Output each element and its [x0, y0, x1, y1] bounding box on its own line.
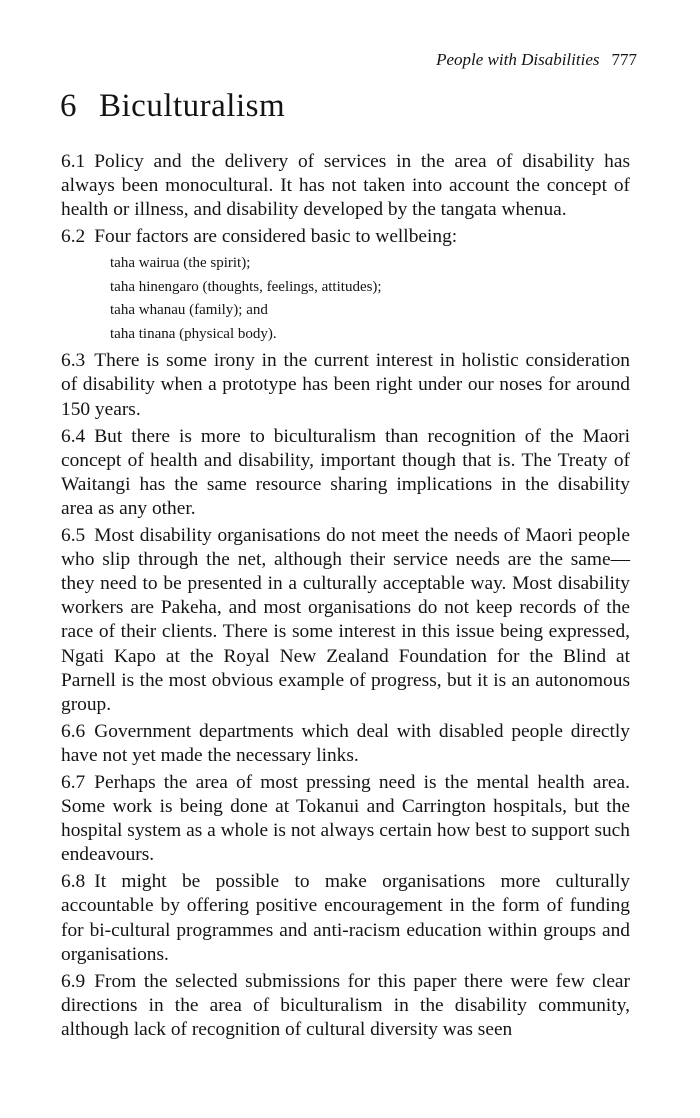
paragraph-6-2 — [61, 225, 630, 249]
section-number: 6 — [60, 88, 77, 124]
paragraph-number: 6.2 — [61, 226, 86, 248]
running-header — [436, 50, 637, 70]
paragraph-6-4 — [61, 425, 630, 521]
paragraph-text: Perhaps the area of most pressing need is the mental health area. Some work is being done at Tokanui and Carrington hospitals, but the hospital system as a whole is not always certain how best to support such endeavours. — [61, 771, 630, 866]
wellbeing-factor-list — [61, 252, 630, 346]
page-number: 777 — [611, 50, 637, 69]
list-item: taha tinana (physical body). — [110, 325, 277, 342]
paragraph-6-6 — [61, 720, 630, 768]
paragraph-text: From the selected submissions for this paper there were few clear directions in the area of biculturalism in the disability community, although lack of recognition of cultural diversity was seen — [61, 970, 630, 1040]
paragraph-number: 6.5 — [61, 525, 86, 547]
paragraph-6-3 — [61, 349, 630, 421]
paragraph-text: There is some irony in the current interest in holistic consideration of disability when a prototype has been right under our noses for around 150 years. — [61, 350, 630, 420]
list-item: taha whanau (family); and — [110, 302, 268, 319]
paragraph-text: But there is more to biculturalism than recognition of the Maori concept of health and disability, important though that is. The Treaty of Waitangi has the same resource sharing implications in the disability area as any other. — [61, 425, 630, 519]
section-title: Biculturalism — [99, 88, 286, 124]
paragraph-6-1 — [61, 150, 630, 222]
paragraph-number: 6.6 — [61, 720, 86, 742]
paragraph-number: 6.9 — [61, 970, 86, 992]
paragraph-6-5 — [61, 524, 630, 717]
paragraph-number: 6.1 — [61, 151, 86, 172]
paragraph-text: Government departments which deal with disabled people directly have not yet made the necessary links. — [61, 720, 630, 766]
paragraph-text: Most disability organisations do not meet the needs of Maori people who slip through the net, although their service needs are the same—they need to be presented in a culturally acceptable way. Most disability workers are Pakeha, and most organisations do not keep records of the race of their clients. There is some interest in this issue being expressed, Ngati Kapo at the Royal New Zealand Foundation for the Blind at Parnell is the most obvious example of progress, but it is an autonomous group. — [61, 525, 630, 715]
paragraph-text: Four factors are considered basic to wellbeing: — [94, 226, 458, 248]
paragraph-6-8 — [61, 870, 630, 966]
section-heading — [60, 88, 285, 125]
paragraph-6-9 — [61, 970, 630, 1042]
paragraph-text: It might be possible to make organisations more culturally accountable by offering positive encouragement in the form of funding for bi-cultural programmes and anti-racism education within groups and organisations. — [61, 871, 630, 965]
paragraph-6-7 — [61, 771, 630, 867]
paragraph-text: Policy and the delivery of services in the area of disability has always been monocultural. It has not taken into account the concept of health or illness, and disability developed by the tangata whenua. — [61, 151, 630, 221]
paragraph-number: 6.7 — [61, 771, 86, 793]
list-item: taha wairua (the spirit); — [110, 255, 251, 272]
body-text — [61, 150, 630, 1045]
paragraph-number: 6.4 — [61, 425, 86, 447]
paragraph-number: 6.8 — [61, 871, 86, 893]
running-title: People with Disabilities — [436, 50, 600, 69]
list-item: taha hinengaro (thoughts, feelings, attitudes); — [110, 278, 382, 295]
paragraph-number: 6.3 — [61, 350, 86, 372]
